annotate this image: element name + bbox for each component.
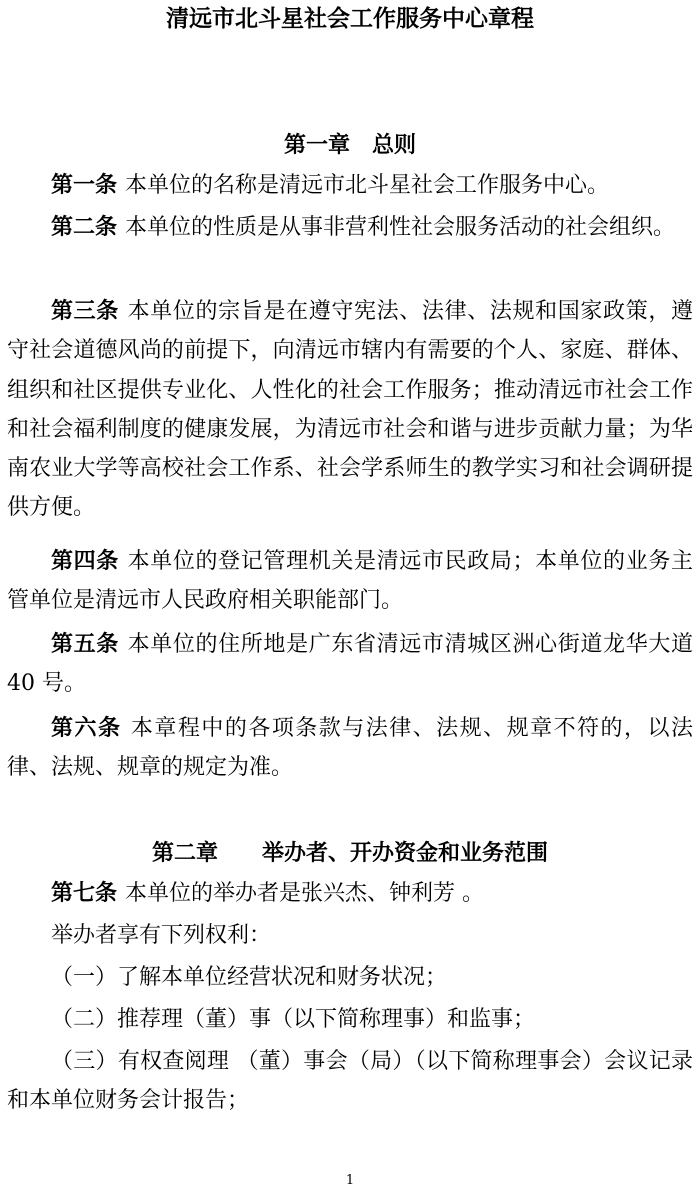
chapter-2-number: 第二章 xyxy=(151,840,218,866)
article-text: 本单位的宗旨是在遵守宪法、法律、法规和国家政策，遵守社会道德风尚的前提下，向清远市辖内有需要的个人、家庭、群体、组织和社区提供专业化、人性化的社会工作服务；推动清远市社会工作和社会福利制度的健康发展，为清远市社会和谐与进步贡献力量；为华南农业大学等高校社会工作系、社会学系师生的教学实习和社会调研提供方便。 xyxy=(7,299,693,521)
chapter-1-number: 第一章 xyxy=(283,132,350,158)
article-1 xyxy=(7,166,693,205)
article-label: 第三条 xyxy=(51,298,119,324)
article-text: 本单位的登记管理机关是清远市民政局；本单位的业务主管单位是清远市人民政府相关职能部门。 xyxy=(7,549,693,614)
chapter-1-heading xyxy=(0,128,700,162)
article-4 xyxy=(7,542,693,621)
article-text: 本单位的举办者是张兴杰、钟利芳 。 xyxy=(125,881,485,906)
article-7 xyxy=(7,874,693,913)
article-label: 第五条 xyxy=(51,631,119,657)
article-label: 第六条 xyxy=(51,715,122,741)
chapter-2-heading xyxy=(0,836,700,870)
article-text: 本单位的性质是从事非营利性社会服务活动的社会组织。 xyxy=(125,215,676,240)
article-3 xyxy=(7,292,693,528)
article-label: 第四条 xyxy=(51,548,119,574)
document-title: 清远市北斗星社会工作服务中心章程 xyxy=(166,5,534,32)
rights-intro: 举办者享有下列权利： xyxy=(51,923,272,948)
right-item-3: （三）有权查阅理 （董）事会（局）（以下简称理事会）会议记录和本单位财务会计报告； xyxy=(7,1049,693,1114)
article-text: 本章程中的各项条款与法律、法规、规章不符的，以法律、法规、规章的规定为准。 xyxy=(7,716,693,781)
article-5 xyxy=(7,625,693,704)
right-item-1: （一）了解本单位经营状况和财务状况； xyxy=(51,965,448,990)
article-text: 本单位的名称是清远市北斗星社会工作服务中心。 xyxy=(125,173,610,198)
right-item-2: （二）推荐理（董）事（以下简称理事）和监事； xyxy=(51,1007,536,1032)
article-6 xyxy=(7,709,693,788)
article-2 xyxy=(7,208,693,247)
article-label: 第二条 xyxy=(51,214,118,240)
chapter-2-name: 举办者、开办资金和业务范围 xyxy=(262,840,549,866)
article-label: 第七条 xyxy=(51,880,118,906)
article-label: 第一条 xyxy=(51,172,118,198)
chapter-1-name: 总则 xyxy=(372,132,417,158)
page-number: 1 xyxy=(345,1173,355,1188)
article-text: 本单位的住所地是广东省清远市清城区洲心街道龙华大道 40 号。 xyxy=(7,632,693,697)
